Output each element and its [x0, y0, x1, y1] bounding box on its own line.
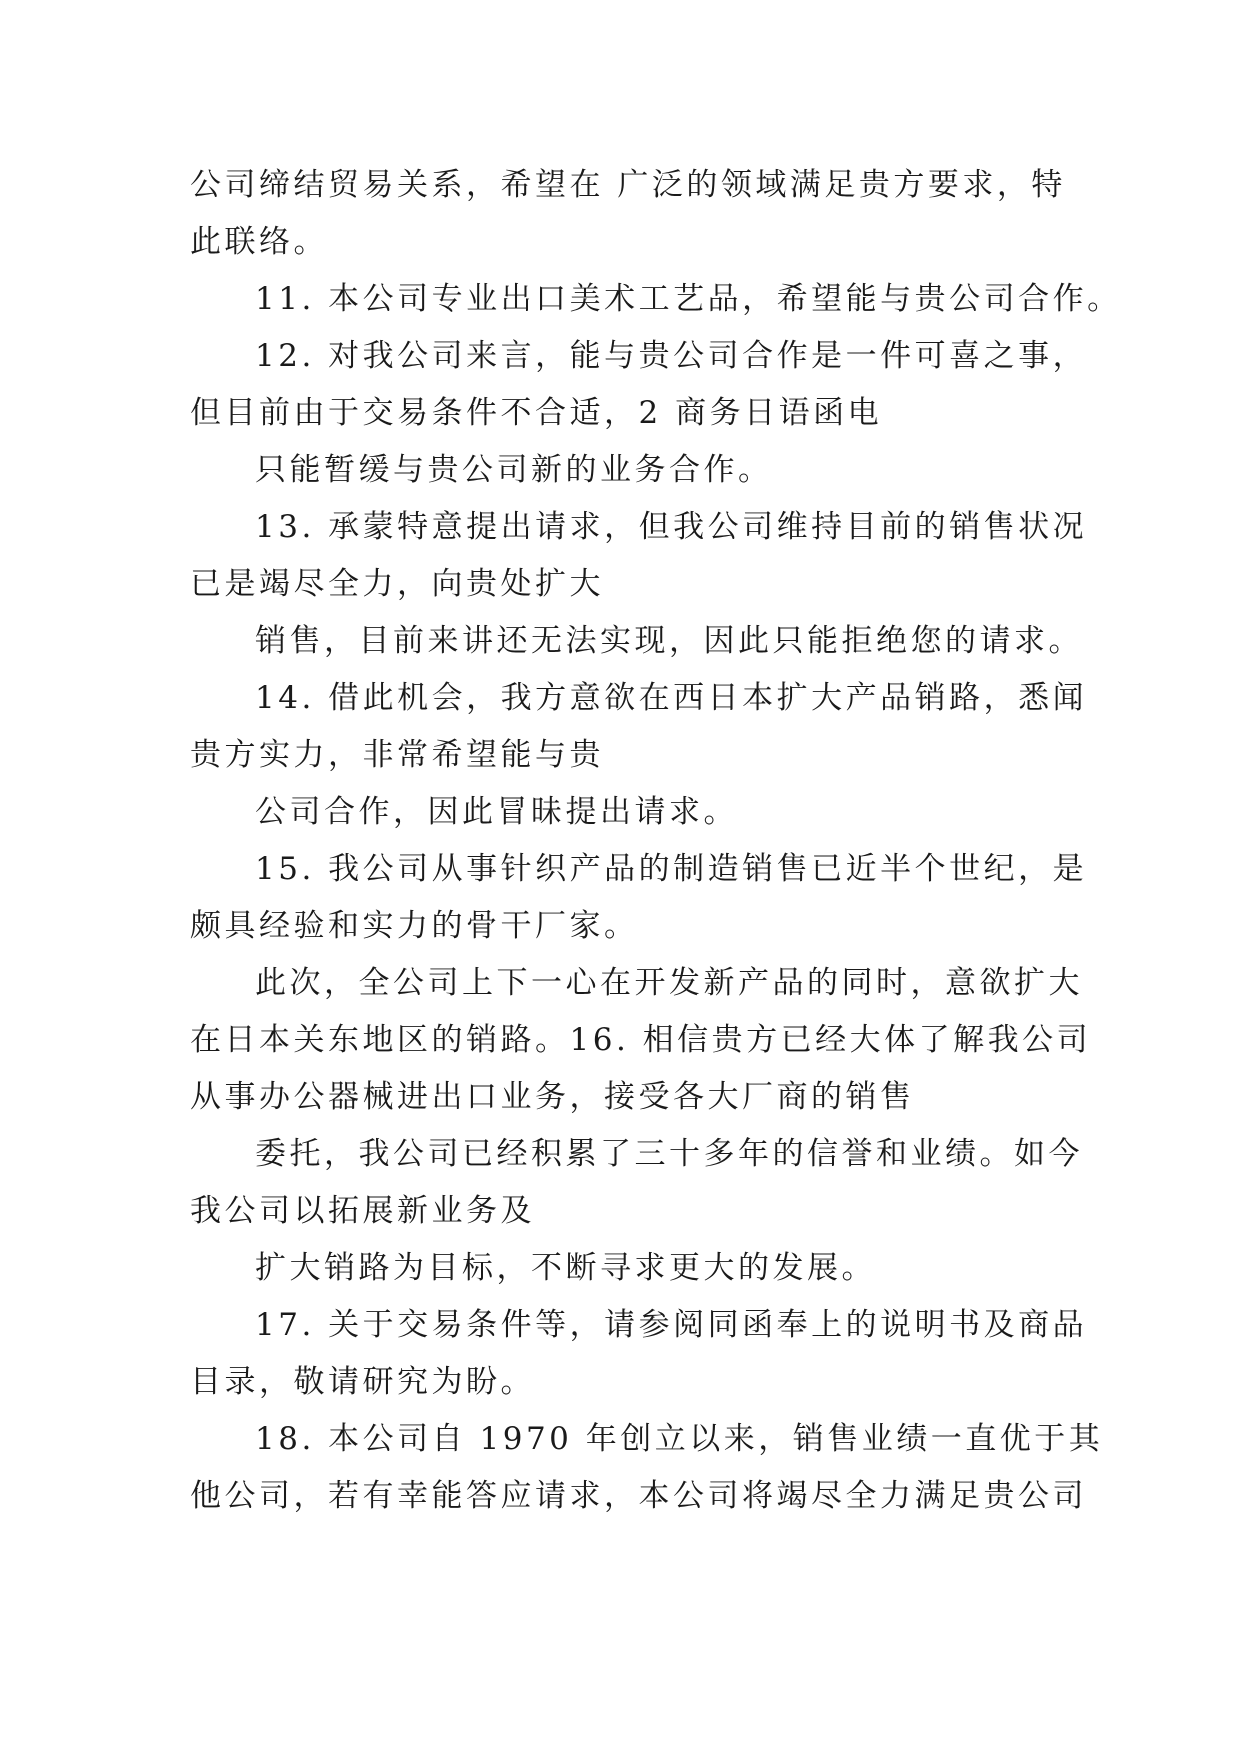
text-line: 从事办公器械进出口业务，接受各大厂商的销售	[190, 1079, 915, 1115]
text-line: 此次，全公司上下一心在开发新产品的同时，意欲扩大	[255, 965, 1083, 1001]
text-line: 已是竭尽全力，向贵处扩大	[190, 566, 604, 602]
text-line: 销售，目前来讲还无法实现，因此只能拒绝您的请求。	[255, 623, 1083, 659]
text-line: 18. 本公司自 1970 年创立以来，销售业绩一直优于其	[255, 1421, 1104, 1457]
text-line: 12. 对我公司来言，能与贵公司合作是一件可喜之事，	[255, 338, 1088, 374]
text-line: 公司缔结贸易关系，希望在 广泛的领域满足贵方要求，特	[190, 167, 1066, 203]
text-line: 公司合作，因此冒昧提出请求。	[255, 794, 738, 830]
text-line: 只能暂缓与贵公司新的业务合作。	[255, 452, 773, 488]
text-line: 我公司以拓展新业务及	[190, 1193, 535, 1229]
text-line: 14. 借此机会，我方意欲在西日本扩大产品销路，悉闻	[255, 680, 1088, 716]
text-line: 目录，敬请研究为盼。	[190, 1364, 535, 1400]
text-line: 11. 本公司专业出口美术工艺品，希望能与贵公司合作。	[255, 281, 1122, 317]
text-line: 委托，我公司已经积累了三十多年的信誉和业绩。如今	[255, 1136, 1083, 1172]
text-line: 他公司，若有幸能答应请求，本公司将竭尽全力满足贵公司	[190, 1478, 1087, 1514]
text-line: 此联络。	[190, 224, 328, 260]
text-line: 13. 承蒙特意提出请求，但我公司维持目前的销售状况	[255, 509, 1088, 545]
text-line: 贵方实力，非常希望能与贵	[190, 737, 604, 773]
text-line: 但目前由于交易条件不合适，2 商务日语函电	[190, 395, 883, 431]
text-line: 扩大销路为目标，不断寻求更大的发展。	[255, 1250, 876, 1286]
text-line: 17. 关于交易条件等，请参阅同函奉上的说明书及商品	[255, 1307, 1088, 1343]
text-line: 在日本关东地区的销路。16. 相信贵方已经大体了解我公司	[190, 1022, 1092, 1058]
text-line: 颇具经验和实力的骨干厂家。	[190, 908, 639, 944]
text-line: 15. 我公司从事针织产品的制造销售已近半个世纪，是	[255, 851, 1088, 887]
